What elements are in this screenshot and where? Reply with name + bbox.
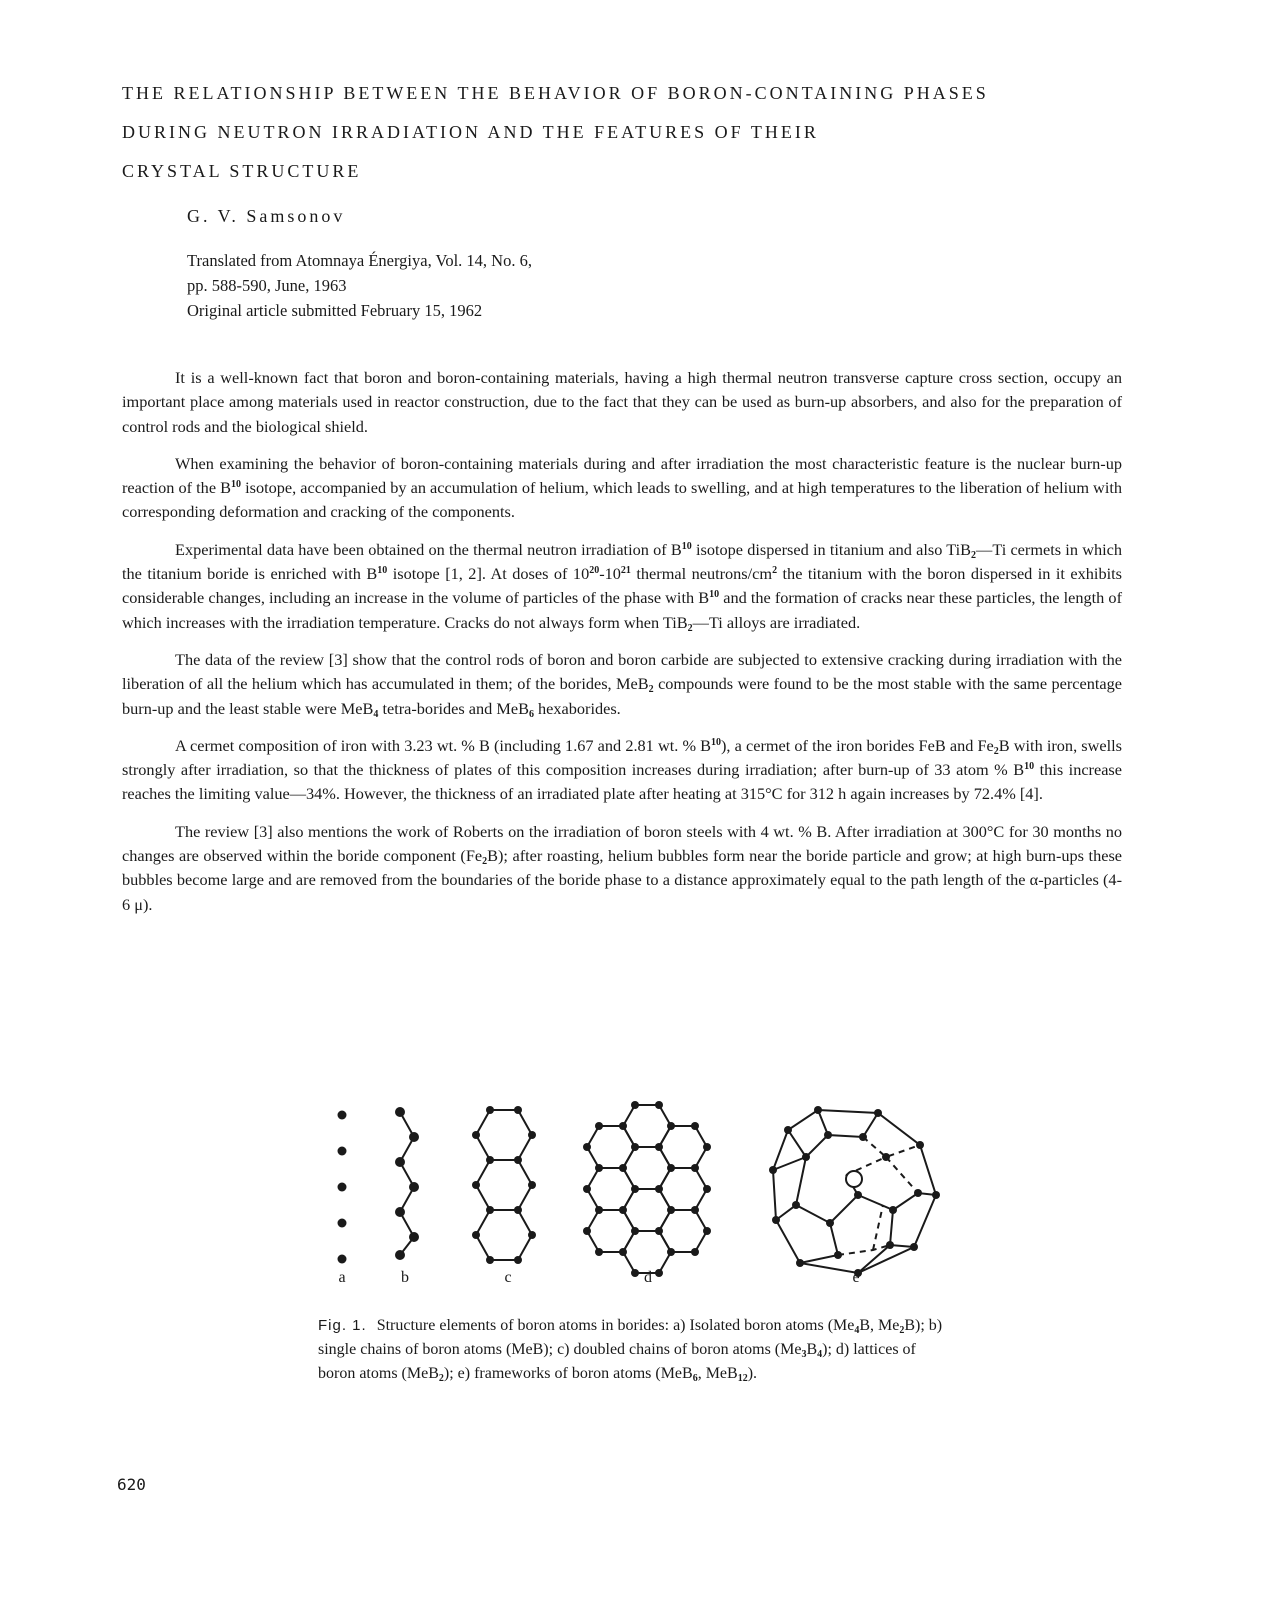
submission-date: Original article submitted February 15, 1962 xyxy=(187,301,483,320)
page-number: 620 xyxy=(117,1475,146,1494)
title-line-3: CRYSTAL STRUCTURE xyxy=(122,161,362,181)
figure-number: Fig. 1. xyxy=(318,1317,367,1334)
structure-a-isolated-atoms xyxy=(338,1111,347,1264)
author: G. V. Samsonov xyxy=(187,206,346,226)
label-d: d xyxy=(644,1269,652,1286)
article-title xyxy=(122,74,989,191)
paragraph-3: Experimental data have been obtained on the thermal neutron irradiation of $B^{10}$ isotope dispersed in titanium and also TiB$_2$—Ti cermets in which the titanium boride is enriched with $B^{10}$ isotope [1, 2]. At doses of $10^{20}-10^{21}$ thermal neutrons/$cm^2$ the titanium with the boron dispersed in it exhibits considerable changes, including an increase in the volume of particles of the phase with $B^{10}$ and the formation of cracks near these particles, the length of which increases with the irradiation temperature. Cracks do not always form when TiB$_2$—Ti alloys are irradiated. xyxy=(122,539,1122,634)
structure-d-lattice xyxy=(583,1101,711,1277)
label-a: a xyxy=(338,1269,346,1286)
structure-c-doubled-chains xyxy=(472,1106,536,1264)
structure-b-single-chain xyxy=(396,1108,418,1259)
paragraph-5: A cermet composition of iron with 3.23 wt. % B (including 1.67 and 2.81 wt. % $B^{10}$), a cermet of the iron borides FeB and $Fe_2B$ with iron, swells strongly after irradiation, so that the thickness of plates of this composition increases during irradiation; after burn-up of 33 atom % $B^{10}$ this increase reaches the limiting value—34%. However, the thickness of an irradiated plate after heating at 315°C for 312 h again increases by 72.4% [4]. xyxy=(122,735,1122,804)
paragraph-2: When examining the behavior of boron-containing materials during and after irradiation the most characteristic feature is the nuclear burn-up reaction of the $B^{10}$ isotope, accompanied by an accumulation of helium, which leads to swelling, and at high temperatures to the liberation of helium with corresponding deformation and cracking of the components. xyxy=(122,453,1123,522)
paragraph-4: The data of the review [3] show that the control rods of boron and boron carbide are subjected to extensive cracking during irradiation with the liberation of all the helium which has accumulated in them; of the borides, MeB$_2$ compounds were found to be the most stable with the same percentage burn-up and the least stable were MeB$_4$ tetra-borides and MeB$_6$ hexaborides. xyxy=(122,649,1122,720)
figure-caption: Fig. 1. Structure elements of boron atoms in borides: a) Isolated boron atoms ($Me_4B$, $Me_2B$); b) single chains of boron atoms (MeB); c) doubled chains of boron atoms $(Me_3B_4)$; d) lattices of boron atoms (MeB$_2$); e) frameworks of boron atoms (MeB$_6$, MeB$_{12}$). xyxy=(318,1317,943,1384)
article-body xyxy=(122,366,1122,930)
translation-pages: pp. 588-590, June, 1963 xyxy=(187,276,347,295)
title-line-1: THE RELATIONSHIP BETWEEN THE BEHAVIOR OF BORON-CONTAINING PHASES xyxy=(122,83,989,103)
paragraph-6: The review [3] also mentions the work of Roberts on the irradiation of boron steels with 4 wt. % B. After irradiation at 300°C for 30 months no changes are observed within the boride component $(Fe_2B)$; after roasting, helium bubbles form near the boride particle and grow; at high burn-ups these bubbles become large and are removed from the boundaries of the boride phase to a distance approximately equal to the path length of the α-particles (4-6 μ). xyxy=(122,821,1123,914)
title-line-2: DURING NEUTRON IRRADIATION AND THE FEATURES OF THEIR xyxy=(122,122,819,142)
label-e: e xyxy=(852,1269,860,1286)
structure-e-framework xyxy=(769,1106,940,1277)
structure-diagram xyxy=(318,1095,958,1285)
paragraph-1: It is a well-known fact that boron and boron-containing materials, having a high thermal neutron transverse capture cross section, occupy an important place among materials used in reactor construction, due to the fact that they can be used as burn-up absorbers, and also for the preparation of control rods and the biological shield. xyxy=(122,368,1122,436)
label-b: b xyxy=(401,1269,409,1286)
translation-source: Translated from Atomnaya Énergiya, Vol. 14, No. 6, xyxy=(187,251,532,270)
label-c: c xyxy=(504,1269,512,1286)
translation-note xyxy=(187,248,532,323)
figure-boron-structures xyxy=(318,1095,958,1295)
